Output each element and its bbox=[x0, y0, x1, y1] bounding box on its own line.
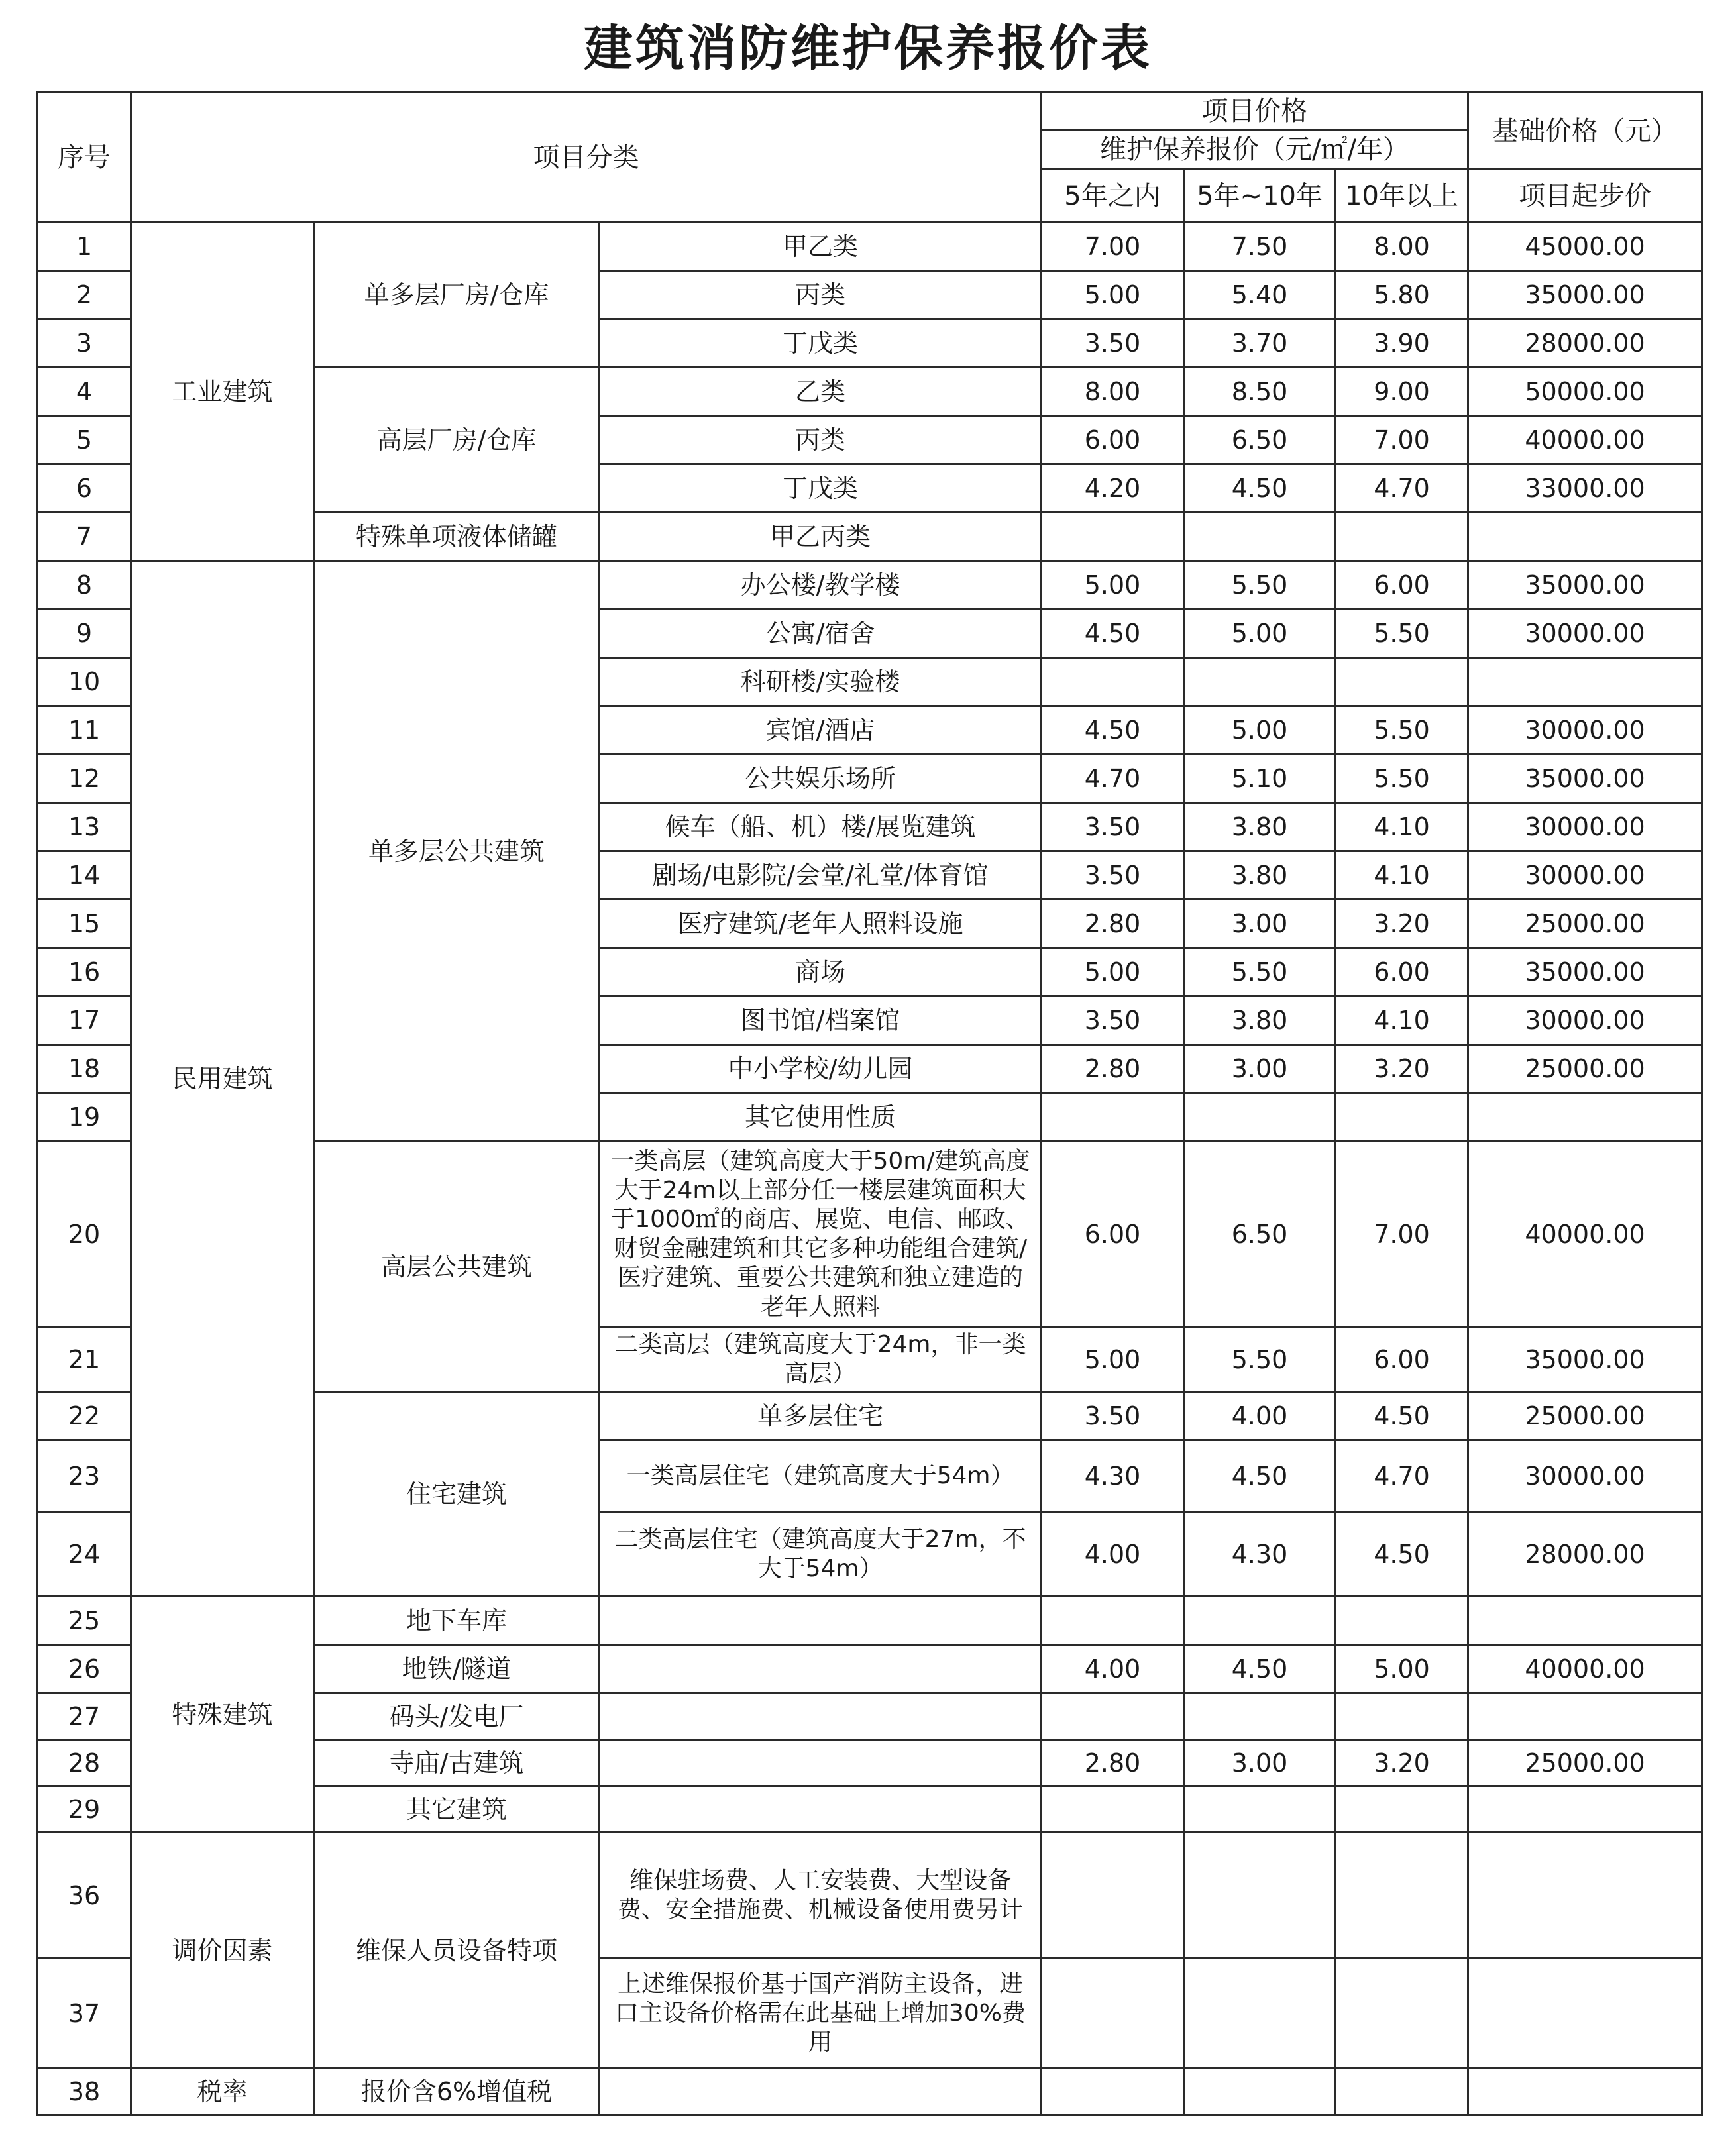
row-item bbox=[600, 2069, 1042, 2115]
row-price-10: 6.00 bbox=[1336, 561, 1468, 610]
row-seq: 22 bbox=[38, 1392, 131, 1440]
row-price-5: 6.00 bbox=[1042, 1142, 1184, 1327]
row-seq: 1 bbox=[38, 223, 131, 271]
row-price-5: 5.00 bbox=[1042, 948, 1184, 996]
row-seq: 14 bbox=[38, 851, 131, 900]
row-price-10: 3.20 bbox=[1336, 1740, 1468, 1786]
row-price-5: 3.50 bbox=[1042, 851, 1184, 900]
row-price-10: 6.00 bbox=[1336, 1327, 1468, 1392]
row-item: 其它使用性质 bbox=[600, 1093, 1042, 1142]
row-price-5-10: 6.50 bbox=[1184, 1142, 1336, 1327]
row-base-price: 35000.00 bbox=[1468, 1327, 1702, 1392]
row-price-5 bbox=[1042, 1833, 1184, 1959]
row-seq: 12 bbox=[38, 755, 131, 803]
row-price-5: 4.00 bbox=[1042, 1512, 1184, 1597]
row-item: 单多层住宅 bbox=[600, 1392, 1042, 1440]
subgroup-residential: 住宅建筑 bbox=[314, 1392, 600, 1597]
subgroup-high-public: 高层公共建筑 bbox=[314, 1142, 600, 1392]
row-base-price: 35000.00 bbox=[1468, 271, 1702, 319]
row-item: 中小学校/幼儿园 bbox=[600, 1045, 1042, 1093]
row-base-price bbox=[1468, 1693, 1702, 1740]
row-base-price: 30000.00 bbox=[1468, 1440, 1702, 1512]
row-seq: 8 bbox=[38, 561, 131, 610]
row-price-5: 4.70 bbox=[1042, 755, 1184, 803]
row-item: 丁戊类 bbox=[600, 319, 1042, 368]
row-seq: 6 bbox=[38, 464, 131, 513]
row-item bbox=[600, 1597, 1042, 1645]
row-base-price bbox=[1468, 1093, 1702, 1142]
row-price-5-10 bbox=[1184, 1597, 1336, 1645]
row-item: 甲乙丙类 bbox=[600, 513, 1042, 561]
row-price-10: 5.50 bbox=[1336, 755, 1468, 803]
row-item: 丙类 bbox=[600, 271, 1042, 319]
row-price-5 bbox=[1042, 2069, 1184, 2115]
header-item-price: 项目价格 bbox=[1042, 93, 1468, 130]
row-item: 丙类 bbox=[600, 416, 1042, 464]
row-price-10: 6.00 bbox=[1336, 948, 1468, 996]
row-price-5-10 bbox=[1184, 1959, 1336, 2069]
row-price-5-10 bbox=[1184, 2069, 1336, 2115]
row-price-5 bbox=[1042, 1959, 1184, 2069]
row-seq: 28 bbox=[38, 1740, 131, 1786]
row-price-10 bbox=[1336, 1693, 1468, 1740]
row-price-5-10: 5.40 bbox=[1184, 271, 1336, 319]
row-price-10 bbox=[1336, 1597, 1468, 1645]
row-seq: 17 bbox=[38, 996, 131, 1045]
row-item: 医疗建筑/老年人照料设施 bbox=[600, 900, 1042, 948]
header-base-price: 基础价格（元） bbox=[1468, 93, 1702, 170]
row-seq: 20 bbox=[38, 1142, 131, 1327]
row-base-price: 40000.00 bbox=[1468, 416, 1702, 464]
subgroup-staff-equipment: 维保人员设备特项 bbox=[314, 1833, 600, 2069]
quotation-table bbox=[36, 91, 1703, 2116]
row-price-5-10: 4.50 bbox=[1184, 464, 1336, 513]
row-price-5-10 bbox=[1184, 658, 1336, 706]
row-price-5: 4.00 bbox=[1042, 1645, 1184, 1693]
row-item bbox=[600, 1645, 1042, 1693]
row-item bbox=[600, 1740, 1042, 1786]
row-base-price bbox=[1468, 658, 1702, 706]
row-base-price: 30000.00 bbox=[1468, 610, 1702, 658]
row-price-10: 3.20 bbox=[1336, 900, 1468, 948]
row-item bbox=[600, 1786, 1042, 1833]
row-seq: 5 bbox=[38, 416, 131, 464]
row-base-price: 25000.00 bbox=[1468, 1045, 1702, 1093]
row-price-10: 4.70 bbox=[1336, 464, 1468, 513]
row-price-5-10 bbox=[1184, 513, 1336, 561]
row-price-5-10 bbox=[1184, 1693, 1336, 1740]
row-price-5-10: 5.50 bbox=[1184, 561, 1336, 610]
row-item: 维保驻场费、人工安装费、大型设备费、安全措施费、机械设备使用费另计 bbox=[600, 1833, 1042, 1959]
row-item: 二类高层住宅（建筑高度大于27m，不大于54m） bbox=[600, 1512, 1042, 1597]
row-base-price: 35000.00 bbox=[1468, 561, 1702, 610]
row-seq: 23 bbox=[38, 1440, 131, 1512]
row-base-price: 33000.00 bbox=[1468, 464, 1702, 513]
row-seq: 7 bbox=[38, 513, 131, 561]
row-seq: 4 bbox=[38, 368, 131, 416]
row-price-10 bbox=[1336, 1093, 1468, 1142]
row-base-price bbox=[1468, 1786, 1702, 1833]
subgroup-special-tank: 特殊单项液体储罐 bbox=[314, 513, 600, 561]
row-price-5-10: 3.80 bbox=[1184, 803, 1336, 851]
subgroup-underground-garage: 地下车库 bbox=[314, 1597, 600, 1645]
row-price-5-10: 3.70 bbox=[1184, 319, 1336, 368]
row-item: 丁戊类 bbox=[600, 464, 1042, 513]
row-base-price: 50000.00 bbox=[1468, 368, 1702, 416]
row-price-5-10: 4.00 bbox=[1184, 1392, 1336, 1440]
row-base-price: 28000.00 bbox=[1468, 1512, 1702, 1597]
row-price-5: 2.80 bbox=[1042, 1740, 1184, 1786]
row-base-price: 40000.00 bbox=[1468, 1645, 1702, 1693]
subgroup-temple: 寺庙/古建筑 bbox=[314, 1740, 600, 1786]
row-seq: 24 bbox=[38, 1512, 131, 1597]
row-price-5 bbox=[1042, 1093, 1184, 1142]
row-price-10: 5.80 bbox=[1336, 271, 1468, 319]
row-base-price bbox=[1468, 2069, 1702, 2115]
row-seq: 2 bbox=[38, 271, 131, 319]
row-seq: 15 bbox=[38, 900, 131, 948]
row-seq: 27 bbox=[38, 1693, 131, 1740]
header-within-5: 5年之内 bbox=[1042, 170, 1184, 223]
row-base-price: 40000.00 bbox=[1468, 1142, 1702, 1327]
row-base-price: 25000.00 bbox=[1468, 900, 1702, 948]
row-base-price: 30000.00 bbox=[1468, 706, 1702, 755]
subgroup-single-multi-factory: 单多层厂房/仓库 bbox=[314, 223, 600, 368]
row-price-5: 6.00 bbox=[1042, 416, 1184, 464]
row-price-5 bbox=[1042, 1693, 1184, 1740]
row-price-10: 4.50 bbox=[1336, 1392, 1468, 1440]
row-price-10: 4.10 bbox=[1336, 851, 1468, 900]
row-seq: 16 bbox=[38, 948, 131, 996]
row-price-10: 3.20 bbox=[1336, 1045, 1468, 1093]
row-price-5: 3.50 bbox=[1042, 803, 1184, 851]
row-price-10 bbox=[1336, 658, 1468, 706]
group-tax: 税率 bbox=[131, 2069, 314, 2115]
table-row bbox=[38, 1597, 1702, 1645]
row-item bbox=[600, 1693, 1042, 1740]
row-price-10: 5.00 bbox=[1336, 1645, 1468, 1693]
row-price-5: 2.80 bbox=[1042, 900, 1184, 948]
table-row bbox=[38, 1833, 1702, 1959]
header-5-to-10: 5年~10年 bbox=[1184, 170, 1336, 223]
row-price-5: 3.50 bbox=[1042, 1392, 1184, 1440]
row-price-5-10: 3.80 bbox=[1184, 851, 1336, 900]
row-price-5 bbox=[1042, 658, 1184, 706]
row-price-5-10: 6.50 bbox=[1184, 416, 1336, 464]
row-price-5-10: 7.50 bbox=[1184, 223, 1336, 271]
row-price-10 bbox=[1336, 1786, 1468, 1833]
row-price-10: 3.90 bbox=[1336, 319, 1468, 368]
row-price-5-10: 5.50 bbox=[1184, 1327, 1336, 1392]
row-price-5: 4.50 bbox=[1042, 706, 1184, 755]
row-price-10 bbox=[1336, 2069, 1468, 2115]
row-seq: 13 bbox=[38, 803, 131, 851]
row-item: 甲乙类 bbox=[600, 223, 1042, 271]
row-price-5-10: 4.50 bbox=[1184, 1440, 1336, 1512]
row-seq: 9 bbox=[38, 610, 131, 658]
row-price-5: 3.50 bbox=[1042, 996, 1184, 1045]
row-price-10: 7.00 bbox=[1336, 1142, 1468, 1327]
row-price-5 bbox=[1042, 513, 1184, 561]
row-item: 办公楼/教学楼 bbox=[600, 561, 1042, 610]
row-price-5-10: 4.50 bbox=[1184, 1645, 1336, 1693]
row-price-10 bbox=[1336, 513, 1468, 561]
row-item: 二类高层（建筑高度大于24m，非一类高层） bbox=[600, 1327, 1042, 1392]
row-item: 候车（船、机）楼/展览建筑 bbox=[600, 803, 1042, 851]
row-base-price: 45000.00 bbox=[1468, 223, 1702, 271]
header-row-1 bbox=[38, 93, 1702, 130]
row-item: 公寓/宿舍 bbox=[600, 610, 1042, 658]
row-base-price bbox=[1468, 1597, 1702, 1645]
row-price-10 bbox=[1336, 1833, 1468, 1959]
row-price-5-10 bbox=[1184, 1093, 1336, 1142]
row-seq: 29 bbox=[38, 1786, 131, 1833]
row-price-10: 4.10 bbox=[1336, 803, 1468, 851]
row-price-10 bbox=[1336, 1959, 1468, 2069]
row-seq: 11 bbox=[38, 706, 131, 755]
row-price-10: 9.00 bbox=[1336, 368, 1468, 416]
row-price-10: 7.00 bbox=[1336, 416, 1468, 464]
row-seq: 19 bbox=[38, 1093, 131, 1142]
table-row bbox=[38, 223, 1702, 271]
row-price-10: 4.10 bbox=[1336, 996, 1468, 1045]
row-base-price: 28000.00 bbox=[1468, 319, 1702, 368]
subgroup-subway: 地铁/隧道 bbox=[314, 1645, 600, 1693]
row-price-5: 4.50 bbox=[1042, 610, 1184, 658]
row-price-5-10: 3.00 bbox=[1184, 1045, 1336, 1093]
row-base-price: 30000.00 bbox=[1468, 851, 1702, 900]
row-price-5-10: 8.50 bbox=[1184, 368, 1336, 416]
row-price-5-10: 5.00 bbox=[1184, 610, 1336, 658]
header-start-price: 项目起步价 bbox=[1468, 170, 1702, 223]
row-base-price: 30000.00 bbox=[1468, 803, 1702, 851]
row-seq: 36 bbox=[38, 1833, 131, 1959]
row-base-price bbox=[1468, 513, 1702, 561]
group-adjust: 调价因素 bbox=[131, 1833, 314, 2069]
header-maint-quote: 维护保养报价（元/㎡/年） bbox=[1042, 130, 1468, 170]
row-price-10: 8.00 bbox=[1336, 223, 1468, 271]
row-seq: 37 bbox=[38, 1959, 131, 2069]
row-price-5-10: 5.10 bbox=[1184, 755, 1336, 803]
row-price-5-10: 3.00 bbox=[1184, 1740, 1336, 1786]
row-price-10: 4.50 bbox=[1336, 1512, 1468, 1597]
row-base-price bbox=[1468, 1833, 1702, 1959]
document-title: 建筑消防维护保养报价表 bbox=[584, 20, 1152, 77]
header-category: 项目分类 bbox=[131, 93, 1042, 223]
row-item: 一类高层住宅（建筑高度大于54m） bbox=[600, 1440, 1042, 1512]
subgroup-single-multi-public: 单多层公共建筑 bbox=[314, 561, 600, 1142]
row-price-5: 4.20 bbox=[1042, 464, 1184, 513]
row-price-5-10: 4.30 bbox=[1184, 1512, 1336, 1597]
row-price-10: 4.70 bbox=[1336, 1440, 1468, 1512]
row-price-5: 3.50 bbox=[1042, 319, 1184, 368]
row-seq: 21 bbox=[38, 1327, 131, 1392]
row-price-5-10 bbox=[1184, 1833, 1336, 1959]
row-base-price: 25000.00 bbox=[1468, 1740, 1702, 1786]
group-industrial: 工业建筑 bbox=[131, 223, 314, 561]
header-over-10: 10年以上 bbox=[1336, 170, 1468, 223]
row-item: 公共娱乐场所 bbox=[600, 755, 1042, 803]
row-price-5-10: 3.80 bbox=[1184, 996, 1336, 1045]
row-item: 剧场/电影院/会堂/礼堂/体育馆 bbox=[600, 851, 1042, 900]
row-price-5-10: 5.50 bbox=[1184, 948, 1336, 996]
row-price-5: 4.30 bbox=[1042, 1440, 1184, 1512]
row-base-price bbox=[1468, 1959, 1702, 2069]
row-base-price: 25000.00 bbox=[1468, 1392, 1702, 1440]
row-item: 上述维保报价基于国产消防主设备，进口主设备价格需在此基础上增加30%费用 bbox=[600, 1959, 1042, 2069]
row-seq: 25 bbox=[38, 1597, 131, 1645]
row-price-5: 5.00 bbox=[1042, 271, 1184, 319]
row-item: 宾馆/酒店 bbox=[600, 706, 1042, 755]
row-price-5-10: 3.00 bbox=[1184, 900, 1336, 948]
subgroup-tax-note: 报价含6%增值税 bbox=[314, 2069, 600, 2115]
table-row bbox=[38, 2069, 1702, 2115]
row-price-10: 5.50 bbox=[1336, 706, 1468, 755]
row-price-5: 5.00 bbox=[1042, 561, 1184, 610]
header-seq: 序号 bbox=[38, 93, 131, 223]
row-price-5 bbox=[1042, 1786, 1184, 1833]
row-seq: 10 bbox=[38, 658, 131, 706]
row-seq: 18 bbox=[38, 1045, 131, 1093]
row-base-price: 35000.00 bbox=[1468, 948, 1702, 996]
row-seq: 38 bbox=[38, 2069, 131, 2115]
row-item: 商场 bbox=[600, 948, 1042, 996]
row-price-5: 7.00 bbox=[1042, 223, 1184, 271]
row-base-price: 35000.00 bbox=[1468, 755, 1702, 803]
row-price-5 bbox=[1042, 1597, 1184, 1645]
row-price-5: 2.80 bbox=[1042, 1045, 1184, 1093]
subgroup-high-factory: 高层厂房/仓库 bbox=[314, 368, 600, 513]
row-base-price: 30000.00 bbox=[1468, 996, 1702, 1045]
row-item: 一类高层（建筑高度大于50m/建筑高度大于24m以上部分任一楼层建筑面积大于1000㎡的商店、展览、电信、邮政、财贸金融建筑和其它多种功能组合建筑/医疗建筑、重要公共建筑和独立建造的老年人照料 bbox=[600, 1142, 1042, 1327]
row-price-5-10 bbox=[1184, 1786, 1336, 1833]
row-item: 科研楼/实验楼 bbox=[600, 658, 1042, 706]
group-special: 特殊建筑 bbox=[131, 1597, 314, 1833]
row-seq: 3 bbox=[38, 319, 131, 368]
group-civil: 民用建筑 bbox=[131, 561, 314, 1597]
subgroup-wharf: 码头/发电厂 bbox=[314, 1693, 600, 1740]
row-price-5-10: 5.00 bbox=[1184, 706, 1336, 755]
row-price-5: 8.00 bbox=[1042, 368, 1184, 416]
subgroup-other-building: 其它建筑 bbox=[314, 1786, 600, 1833]
table-row bbox=[38, 561, 1702, 610]
row-seq: 26 bbox=[38, 1645, 131, 1693]
row-price-10: 5.50 bbox=[1336, 610, 1468, 658]
row-price-5: 5.00 bbox=[1042, 1327, 1184, 1392]
row-item: 图书馆/档案馆 bbox=[600, 996, 1042, 1045]
row-item: 乙类 bbox=[600, 368, 1042, 416]
